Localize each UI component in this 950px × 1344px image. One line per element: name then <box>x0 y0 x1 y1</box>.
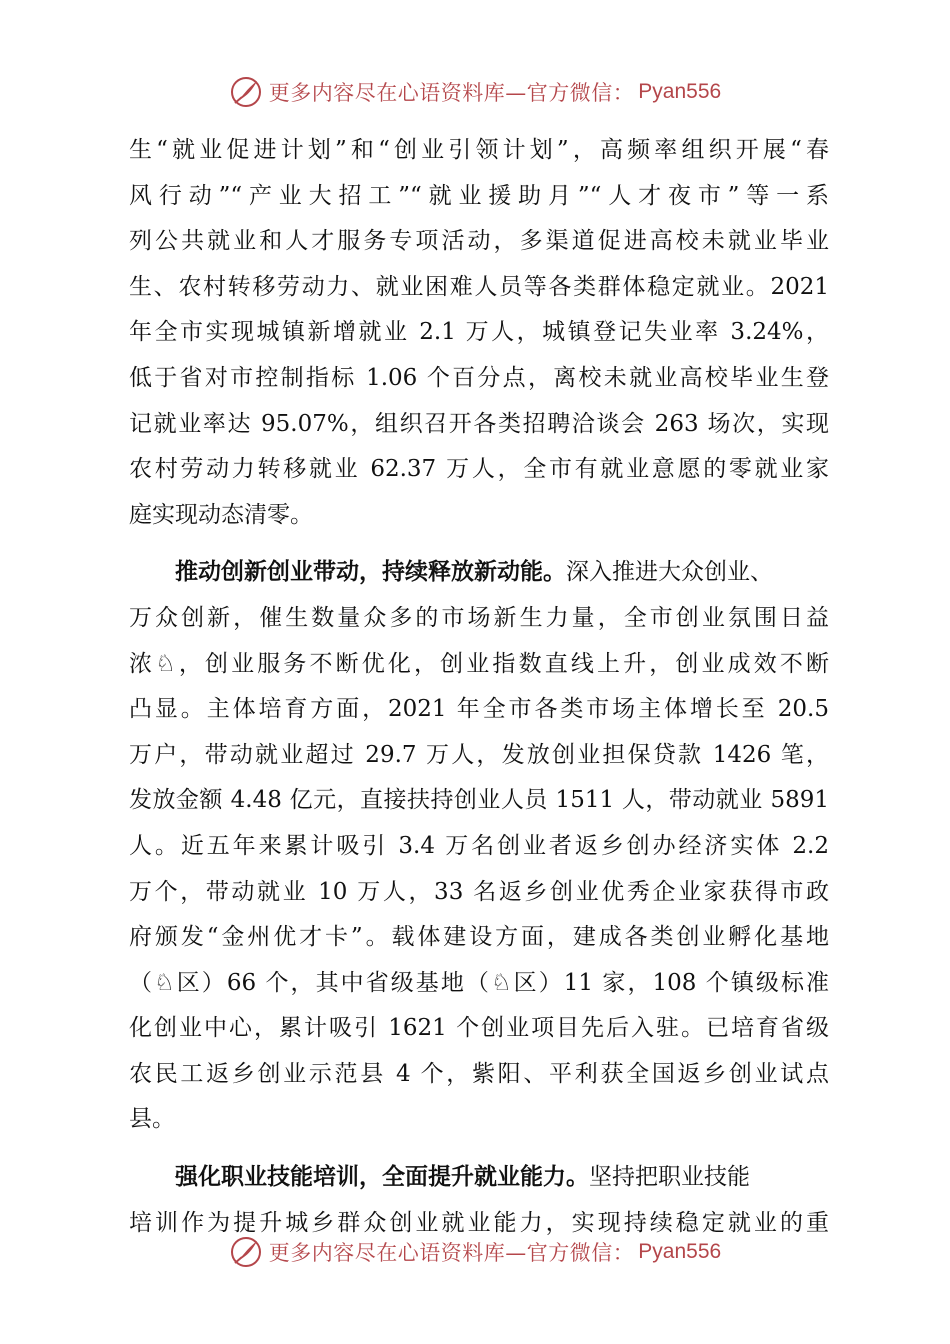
paragraph-entrepreneurship <box>129 550 829 1143</box>
document-body <box>129 128 829 1246</box>
text-line: 府颁发“金州优才卡”。载体建设方面，建成各类创业孵化基地 <box>129 924 829 951</box>
watermark-text: 更多内容尽在心语资料库—官方微信： <box>268 1241 635 1265</box>
text-line: 庭实现动态清零。 <box>129 501 313 528</box>
text-line: 记就业率达 95.07%，组织召开各类招聘洽谈会 263 场次，实现 <box>129 410 829 437</box>
paragraph-heading: 推动创新创业带动，持续释放新动能。 <box>175 559 566 586</box>
text-line: 万户，带动就业超过 29.7 万人，发放创业担保贷款 1426 笔， <box>129 741 829 768</box>
text-line: 凸显。主体培育方面，2021 年全市各类市场主体增长至 20.5 <box>129 696 829 723</box>
watermark-text: 更多内容尽在心语资料库—官方微信： <box>268 81 635 105</box>
text-line: 农村劳动力转移就业 62.37 万人，全市有就业意愿的零就业家 <box>129 456 829 483</box>
text-line: 年全市实现城镇新增就业 2.1 万人，城镇登记失业率 3.24%， <box>129 319 829 346</box>
paragraph-heading: 强化职业技能培训，全面提升就业能力。 <box>175 1164 589 1191</box>
header-watermark <box>0 72 950 112</box>
paragraph-heading-rest: 坚持把职业技能 <box>589 1164 750 1191</box>
paragraph-first-line <box>129 1155 829 1201</box>
text-line: 培训作为提升城乡群众创业就业能力，实现持续稳定就业的重 <box>129 1209 829 1236</box>
text-line: （♘区）66 个，其中省级基地（♘区）11 家，108 个镇级标准 <box>129 969 829 996</box>
text-line: 列公共就业和人才服务专项活动，多渠道促进高校未就业毕业 <box>129 228 829 255</box>
text-line: 化创业中心，累计吸引 1621 个创业项目先后入驻。已培育省级 <box>129 1015 829 1042</box>
text-line: 低于省对市控制指标 1.06 个百分点，离校未就业高校毕业生登 <box>129 364 829 391</box>
paragraph-first-line <box>129 550 829 596</box>
paragraph-heading-rest: 深入推进大众创业、 <box>566 559 773 586</box>
watermark-wechat-id: Pyan556 <box>638 1240 722 1263</box>
text-line: 县。 <box>129 1106 175 1133</box>
quill-logo-icon <box>229 75 263 109</box>
text-line: 浓♘，创业服务不断优化，创业指数直线上升，创业成效不断 <box>129 650 829 677</box>
text-line: 万个，带动就业 10 万人，33 名返乡创业优秀企业家获得市政 <box>129 878 829 905</box>
text-line: 生、农村转移劳动力、就业困难人员等各类群体稳定就业。2021 <box>129 273 829 300</box>
footer-watermark <box>0 1232 950 1272</box>
paragraph-employment <box>129 128 829 538</box>
text-line: 发放金额 4.48 亿元，直接扶持创业人员 1511 人，带动就业 5891 <box>129 787 829 814</box>
quill-logo-icon <box>229 1235 263 1269</box>
watermark-wechat-id: Pyan556 <box>638 80 722 103</box>
text-line: 生“就业促进计划”和“创业引领计划”，高频率组织开展“春 <box>129 137 829 163</box>
text-line: 农民工返乡创业示范县 4 个，紫阳、平利获全国返乡创业试点 <box>129 1060 829 1087</box>
text-line: 万众创新，催生数量众多的市场新生力量，全市创业氛围日益 <box>129 604 829 631</box>
text-line: 风行动”“产业大招工”“就业援助月”“人才夜市”等一系 <box>129 182 829 209</box>
text-line: 人。近五年来累计吸引 3.4 万名创业者返乡创办经济实体 2.2 <box>129 832 829 859</box>
